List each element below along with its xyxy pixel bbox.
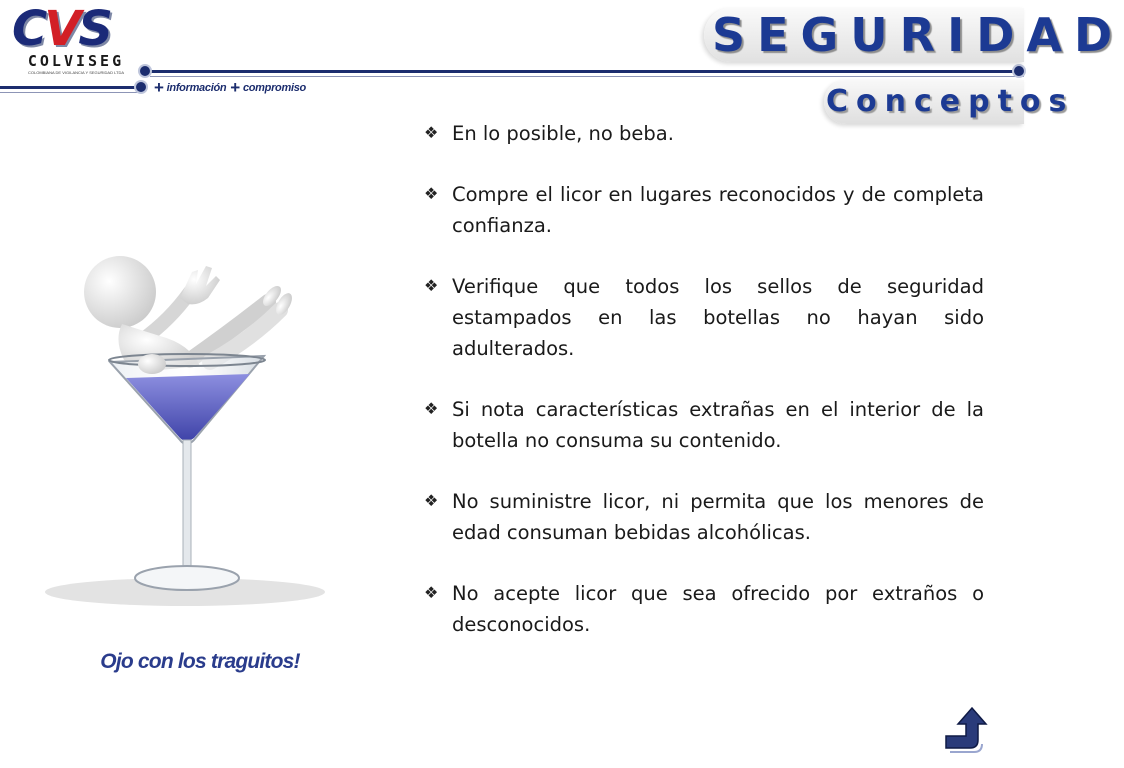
list-item-text: No suministre licor, ni permita que los menores de edad consuman bebidas alcohólicas. xyxy=(452,490,984,544)
diamond-bullet-icon: ❖ xyxy=(424,186,439,203)
list-item xyxy=(424,578,984,640)
logo-subtitle: COLOMBIANA DE VIGILANCIA Y SEGURIDAD LTDA xyxy=(27,70,125,75)
list-item-text: Si nota características extrañas en el interior de la botella no consuma su contenido. xyxy=(452,398,984,452)
list-item xyxy=(424,394,984,456)
person-in-martini-glass-illustration xyxy=(40,240,340,620)
list-item xyxy=(424,179,984,241)
header-rule-main-thin xyxy=(150,76,1024,77)
figure-waving-hand xyxy=(180,266,220,304)
diamond-bullet-icon: ❖ xyxy=(424,125,439,142)
header-rule-left-thin xyxy=(0,92,140,93)
illustration-caption: Ojo con los traguitos! xyxy=(100,650,300,673)
figure-hand-on-rim xyxy=(138,354,166,374)
list-item-text: En lo posible, no beba. xyxy=(452,122,674,145)
plus-icon: + xyxy=(154,78,164,97)
page-title: SEGURIDAD xyxy=(712,8,1124,62)
header-connector-dot xyxy=(140,66,150,76)
diamond-bullet-icon: ❖ xyxy=(424,401,439,418)
diamond-bullet-icon: ❖ xyxy=(424,493,439,510)
figure-head xyxy=(84,256,156,328)
tagline-word-compromiso: compromiso xyxy=(242,82,306,94)
company-logo xyxy=(8,1,138,78)
list-item xyxy=(424,271,984,364)
logo-letter-v: V xyxy=(44,1,79,57)
header-rule-left xyxy=(0,86,146,89)
list-item xyxy=(424,118,984,149)
tagline-word-informacion: información xyxy=(166,82,227,94)
header-rule-main xyxy=(140,70,1024,73)
glass-base xyxy=(135,566,239,590)
tagline xyxy=(154,78,306,98)
logo-mark xyxy=(12,1,132,57)
page-subtitle: Conceptos xyxy=(826,84,1075,119)
header-connector-dot xyxy=(1014,66,1024,76)
plus-icon: + xyxy=(230,78,240,97)
logo-letter-s: S xyxy=(78,1,110,57)
diamond-bullet-icon: ❖ xyxy=(424,278,439,295)
advice-list xyxy=(424,118,984,670)
list-item-text: Verifique que todos los sellos de seguridad estampados en las botellas no hayan sido adulterados. xyxy=(452,275,984,360)
list-item-text: No acepte licor que sea ofrecido por extraños o desconocidos. xyxy=(452,582,984,636)
header-connector-dot xyxy=(136,82,146,92)
glass-stem xyxy=(183,440,191,568)
list-item xyxy=(424,486,984,548)
diamond-bullet-icon: ❖ xyxy=(424,585,439,602)
logo-name: COLVISEG xyxy=(27,52,125,70)
list-item-text: Compre el licor en lugares reconocidos y de completa confianza. xyxy=(452,183,984,237)
logo-letter-c: C xyxy=(12,1,45,57)
return-arrow-icon[interactable] xyxy=(940,704,992,756)
glass-liquid xyxy=(126,374,250,441)
